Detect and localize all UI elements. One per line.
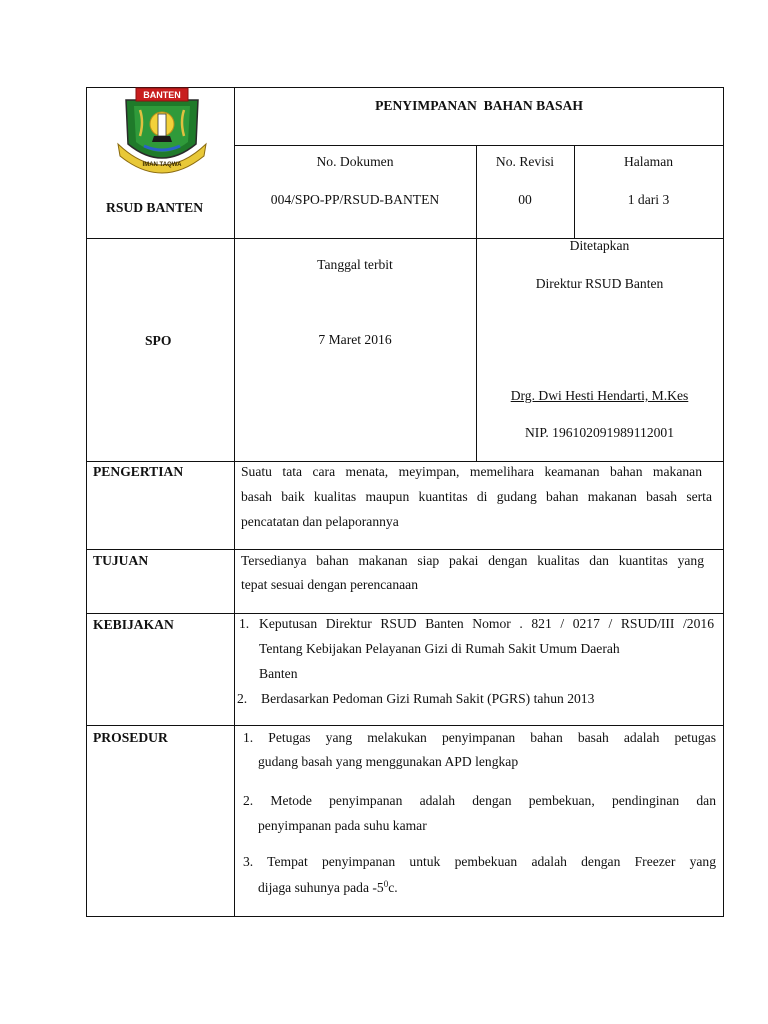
pengertian-label: PENGERTIAN <box>93 464 184 479</box>
header-divider <box>234 145 724 146</box>
document-title: PENYIMPANAN BAHAN BASAH <box>375 98 583 113</box>
prosedur-step-line: 1. Petugas yang melakukan penyimpanan bahan basah adalah petugas <box>243 730 716 745</box>
issue-date-label: Tanggal terbit <box>317 257 393 272</box>
temperature-text: dijaga suhunya pada -5 <box>258 880 384 895</box>
table-border-bottom <box>86 916 724 917</box>
institution-name: RSUD BANTEN <box>106 200 204 215</box>
revision-value: 00 <box>518 192 532 207</box>
kebijakan-label: KEBIJAKAN <box>93 617 174 632</box>
svg-text:IMAN TAQWA: IMAN TAQWA <box>142 162 182 168</box>
prosedur-step-line: penyimpanan pada suhu kamar <box>258 818 427 833</box>
approver-nip: NIP. 196102091989112001 <box>524 425 675 440</box>
page-value: 1 dari 3 <box>627 192 670 207</box>
row-divider <box>86 613 724 614</box>
kebijakan-item-line: Berdasarkan Pedoman Gizi Rumah Sakit (PGRS) tahun 2013 <box>261 691 595 706</box>
approved-label: Ditetapkan <box>569 238 630 253</box>
pengertian-text-line: basah baik kualitas maupun kuantitas di gudang bahan makanan basah serta <box>241 489 712 504</box>
doc-number-value: 004/SPO-PP/RSUD-BANTEN <box>270 192 440 207</box>
revision-label: No. Revisi <box>495 154 555 169</box>
approver-title: Direktur RSUD Banten <box>535 276 664 291</box>
pengertian-text-line: pencatatan dan pelaporannya <box>241 514 399 529</box>
table-border-left <box>86 87 87 917</box>
prosedur-step-line: 3. Tempat penyimpanan untuk pembekuan adalah dengan Freezer yang <box>243 854 716 869</box>
row-divider <box>86 725 724 726</box>
tujuan-text-line: Tersedianya bahan makanan siap pakai dengan kualitas dan kuantitas yang <box>241 553 704 568</box>
tujuan-label: TUJUAN <box>93 553 149 568</box>
prosedur-step-line-with-temperature <box>258 881 398 895</box>
tujuan-text-line: tepat sesuai dengan perencanaan <box>241 577 419 592</box>
approver-name: Drg. Dwi Hesti Hendarti, M.Kes <box>510 388 689 403</box>
prosedur-label: PROSEDUR <box>93 730 168 745</box>
kebijakan-item-number: 1. <box>239 616 250 631</box>
banten-emblem-logo <box>114 86 210 178</box>
row-divider <box>86 461 724 462</box>
column-divider <box>234 87 235 917</box>
issue-date-value: 7 Maret 2016 <box>318 332 392 347</box>
kebijakan-item-line: Tentang Kebijakan Pelayanan Gizi di Rumah Sakit Umum Daerah <box>259 641 620 656</box>
doc-number-label: No. Dokumen <box>316 154 394 169</box>
page-label: Halaman <box>623 154 674 169</box>
row-divider <box>86 549 724 550</box>
table-border-right <box>723 87 724 917</box>
kebijakan-item-line: Keputusan Direktur RSUD Banten Nomor . 821 / 0217 / RSUD/III /2016 <box>259 616 714 631</box>
prosedur-step-line: gudang basah yang menggunakan APD lengkap <box>258 754 519 769</box>
spo-label: SPO <box>145 333 172 348</box>
temperature-unit: c. <box>388 880 398 895</box>
kebijakan-item-line: Banten <box>259 666 298 681</box>
pengertian-text-line: Suatu tata cara menata, meyimpan, memelihara keamanan bahan makanan <box>241 464 702 479</box>
kebijakan-item-number: 2. <box>237 691 248 706</box>
svg-text:BANTEN: BANTEN <box>143 90 181 100</box>
degree-superscript: 0 <box>383 879 389 889</box>
prosedur-step-line: 2. Metode penyimpanan adalah dengan pembekuan, pendinginan dan <box>243 793 716 808</box>
